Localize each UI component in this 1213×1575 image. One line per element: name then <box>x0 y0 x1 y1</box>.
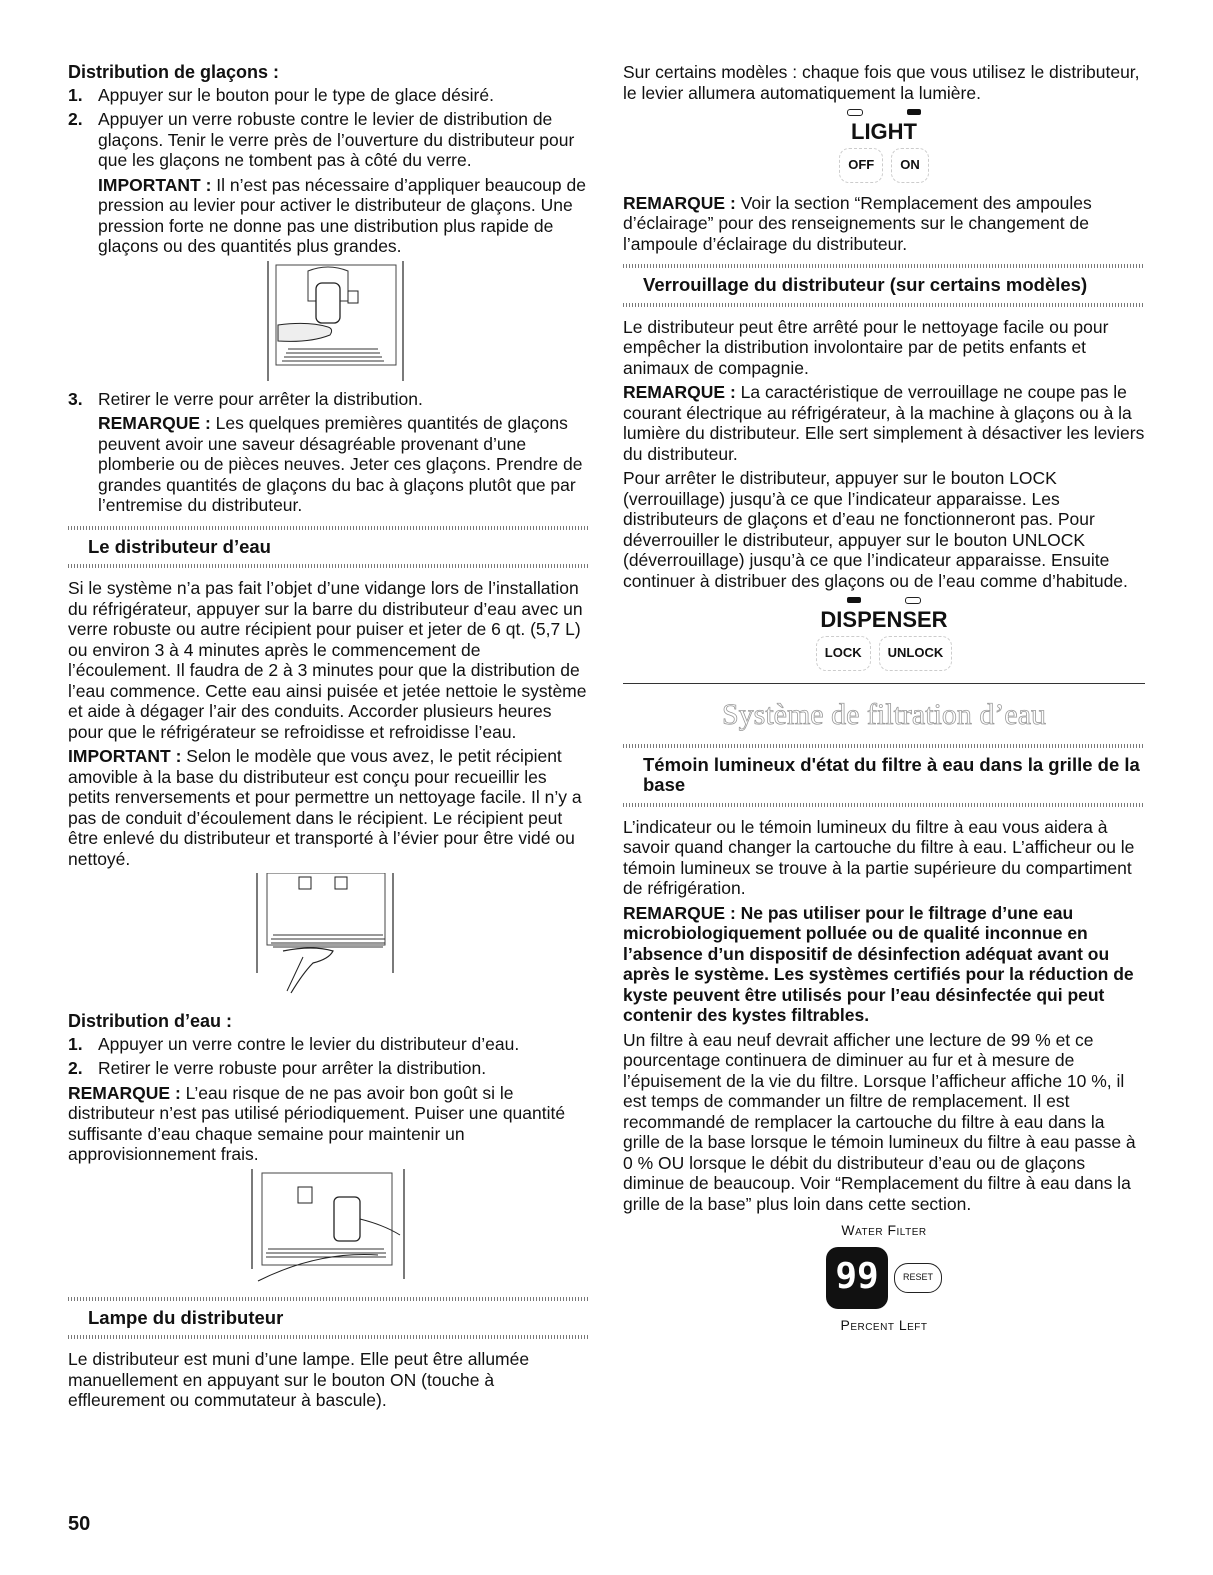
note-text: Les quelques premières quantités de glaçons peuvent avoir une saveur désagréable provenant d’une plomberie ou de pièces neuves. Jeter ces glaçons. Prendre de grandes quantités de glaçons du bac à glaçons plutôt que par l’entremise du distributeur. <box>98 413 583 515</box>
light-note <box>623 193 1145 255</box>
step-number: 2. <box>68 109 83 129</box>
on-indicator-icon <box>907 109 921 115</box>
ice-dispensing-heading: Distribution de glaçons : <box>68 62 280 82</box>
step-text: Retirer le verre robuste pour arrêter la distribution. <box>98 1058 487 1078</box>
step-number: 1. <box>68 84 83 105</box>
water-important-note <box>68 746 588 869</box>
step-text: Appuyer un verre contre le levier du distributeur d’eau. <box>98 1033 520 1054</box>
divider <box>623 803 1145 807</box>
important-text: Selon le modèle que vous avez, le petit récipient amovible à la base du distributeur est conçu pour recueillir les petits renversements et pour permettre un nettoyage facile. Il n’y a pas de conduit d’écoulement dans le récipient. Le récipient peut être enlevé du distributeur et transporté à l’évier pour être vidé ou nettoyé. <box>68 746 582 869</box>
water-filter-controls <box>826 1247 942 1309</box>
list-item <box>68 85 588 106</box>
list-item <box>68 109 588 257</box>
section-title: Le distributeur d’eau <box>88 535 271 557</box>
indicator-lights <box>623 109 1145 116</box>
divider <box>623 303 1145 307</box>
section-title: Témoin lumineux d'état du filtre à eau dans la grille de la base <box>643 753 1140 795</box>
indicator-lights <box>623 597 1145 604</box>
important-label: IMPORTANT : <box>68 746 182 766</box>
drip-tray-illustration <box>243 873 413 1003</box>
step-text: Appuyer sur le bouton pour le type de glace désiré. <box>98 84 494 105</box>
filter-paragraph-2: Un filtre à eau neuf devrait afficher une lecture de 99 % et ce pourcentage continuera de diminuer au fur et à mesure de l’épuisement de la vie du filtre. Lorsque l’afficheur affiche 10 %, il est temps de commander un filtre de remplacement. Il est recommandé de remplacer la cartouche du filtre à eau dans la grille de la base lorsque le témoin lumineux du filtre à eau passe à 0 % OU lorsque le débit du distributeur d’eau ou de glaçons diminue de beaucoup. Voir “Remplacement du filtre à eau dans la grille de la base” plus loin dans cette section. <box>623 1029 1136 1214</box>
unlock-indicator-icon <box>905 597 921 604</box>
on-button[interactable]: ON <box>891 148 929 183</box>
note-text: Voir la section “Remplacement des ampoules d’éclairage” pour des renseignements sur le changement de l’ampoule d’éclairage du distributeur. <box>623 192 1092 254</box>
important-text: Il n’est pas nécessaire d’appliquer beaucoup de pression au levier pour activer le distributeur de glaçons. Une pression forte ne donne pas une distribution plus rapide de glaçons ou des quantités plus grandes. <box>98 174 586 256</box>
section-title: Lampe du distributeur <box>88 1306 284 1328</box>
water-filter-panel <box>623 1220 1145 1335</box>
percent-left-label: Percent Left <box>840 1316 928 1333</box>
water-steps-list <box>68 1034 588 1079</box>
filtration-title: Système de filtration d’eau <box>721 697 1047 731</box>
note-label: REMARQUE : <box>623 382 736 402</box>
panel-buttons <box>623 148 1145 183</box>
filter-warning: REMARQUE : Ne pas utiliser pour le filtrage d’une eau microbiologiquement polluée ou de qualité inconnue en l’absence d’un dispositif de désinfection adéquat avant ou après le système. Les systèmes certifiés pour la réduction de kyste peuvent être utilisés pour l’eau désinfectée qui peut contenir des kystes filtrables. <box>623 902 1134 1025</box>
divider <box>68 564 588 568</box>
important-label: IMPORTANT : <box>98 174 212 195</box>
off-indicator-icon <box>847 109 863 116</box>
section-title: Verrouillage du distributeur (sur certains modèles) <box>643 274 1088 295</box>
note-text: La caractéristique de verrouillage ne coupe pas le courant électrique au réfrigérateur, à la machine à glaçons ou à la lumière du distributeur. Elle sert simplement à désactiver les leviers du distributeur. <box>623 382 1145 464</box>
note-label: REMARQUE : <box>623 192 736 213</box>
note-text: L’eau risque de ne pas avoir bon goût si le distributeur n’est pas utilisé périodiquement. Puiser une quantité suffisante d’eau chaque semaine pour maintenir un approvisionnement frais. <box>68 1082 566 1164</box>
water-intro-paragraph: Si le système n’a pas fait l’objet d’une vidange lors de l’installation du réfrigérateur, appuyer sur la barre du distributeur d’eau avec un verre robuste ou autre récipient pour puiser et jeter de 6 qt. (5,7 L) ou environ 3 à 4 minutes après le commencement de l’écoulement. Il faudra de 2 à 3 minutes pour que la distribution de l’eau commence. Cette eau ainsi puisée et jetée nettoie le système et aide à dégager l’air des conduits. Accorder plusieurs heures pour que le réfrigérateur se refroidisse et refroidisse l’eau. <box>68 578 587 742</box>
water-dispensing-heading: Distribution d’eau : <box>68 1011 232 1031</box>
divider <box>68 526 588 530</box>
ice-note <box>98 413 588 516</box>
divider <box>623 683 1145 684</box>
panel-title: DISPENSER <box>820 607 948 632</box>
unlock-button[interactable]: UNLOCK <box>879 636 953 671</box>
percent-display: 99 <box>826 1247 888 1309</box>
note-label: REMARQUE : <box>68 1082 181 1103</box>
divider <box>68 1297 588 1301</box>
list-item <box>68 1034 588 1055</box>
list-item <box>68 1058 588 1079</box>
list-item <box>68 389 588 516</box>
dispenser-lock-panel <box>623 597 1145 671</box>
light-intro-paragraph: Sur certains modèles : chaque fois que vous utilisez le distributeur, le levier allumera automatiquement la lumière. <box>623 62 1140 103</box>
water-note <box>68 1083 588 1165</box>
note-label: REMARQUE : <box>98 413 211 433</box>
lock-indicator-icon <box>847 597 861 603</box>
left-column <box>68 62 588 1415</box>
lock-button[interactable]: LOCK <box>816 636 871 671</box>
step-text: Retirer le verre pour arrêter la distribution. <box>98 388 423 409</box>
divider <box>623 744 1145 748</box>
right-column <box>623 62 1145 1335</box>
filter-paragraph-1: L’indicateur ou le témoin lumineux du filtre à eau vous aidera à savoir quand changer la cartouche du filtre à eau. L’afficheur ou le témoin lumineux se trouve à la partie supérieure du compartiment de réfrigération. <box>623 816 1135 898</box>
ice-dispensing-illustration <box>238 261 418 381</box>
panel-buttons <box>623 636 1145 671</box>
lock-paragraph-2: Pour arrêter le distributeur, appuyer sur le bouton LOCK (verrouillage) jusqu’à ce que l’indicateur apparaisse. Les distributeurs de glaçons et d’eau ne fonctionneront pas. Pour déverrouiller le distributeur, appuyer sur le bouton UNLOCK (déverrouillage) jusqu’à ce que l’indicateur apparaisse. Ensuite continuer à distribuer des glaçons ou de l’eau comme d’habitude. <box>623 468 1128 591</box>
divider <box>623 264 1145 268</box>
filter-section-header <box>623 744 1145 807</box>
water-filter-label: Water Filter <box>841 1222 927 1238</box>
divider <box>68 1335 588 1339</box>
lamp-paragraph: Le distributeur est muni d’une lampe. Elle peut être allumée manuellement en appuyant sur le bouton ON (touche à effleurement ou commutateur à bascule). <box>68 1349 530 1410</box>
water-dispenser-section-header <box>68 526 588 569</box>
panel-title: LIGHT <box>851 119 917 144</box>
light-control-panel <box>623 109 1145 183</box>
step-text: Appuyer un verre robuste contre le levier de distribution de glaçons. Tenir le verre près de l’ouverture du distributeur pour que les glaçons ne tombent pas à côté du verre. <box>98 109 575 170</box>
step-number: 1. <box>68 1033 83 1054</box>
step-number: 2. <box>68 1058 83 1078</box>
water-dispensing-illustration <box>238 1169 418 1287</box>
page-number: 50 <box>68 1513 91 1535</box>
lock-paragraph-1: Le distributeur peut être arrêté pour le nettoyage facile ou pour empêcher la distribution involontaire par de petits enfants et animaux de compagnie. <box>623 316 1109 378</box>
ice-steps-list <box>68 85 588 257</box>
lamp-section-header <box>68 1297 588 1340</box>
off-button[interactable]: OFF <box>839 148 883 183</box>
step-number: 3. <box>68 388 83 409</box>
reset-button[interactable]: RESET <box>894 1263 942 1293</box>
lock-section-header <box>623 264 1145 307</box>
lock-note <box>623 382 1145 464</box>
ice-step3-list <box>68 389 588 516</box>
ice-important-note <box>98 175 588 257</box>
